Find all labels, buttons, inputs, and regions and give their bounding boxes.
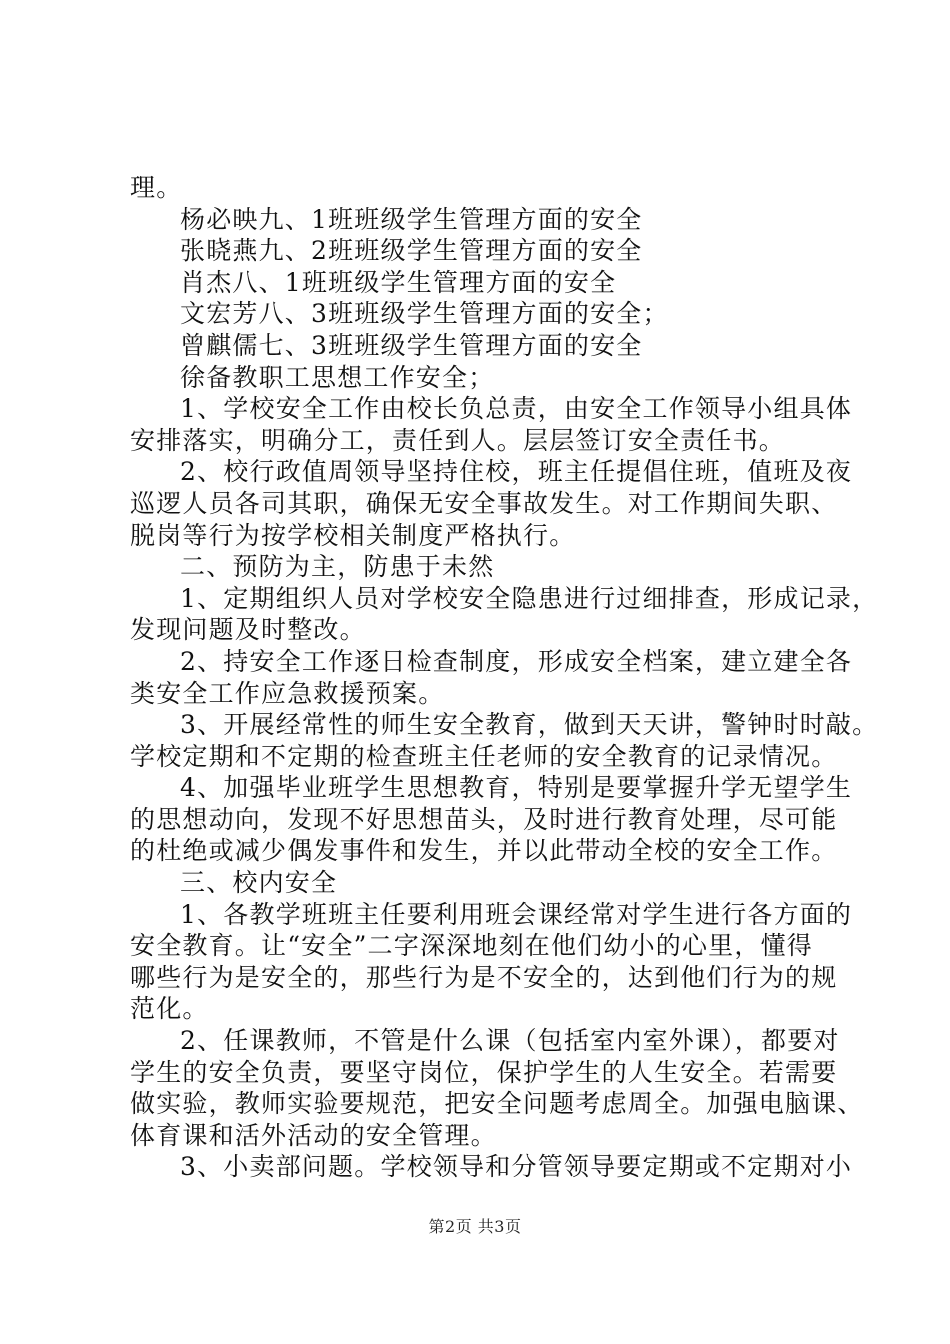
text-line: 范化。 xyxy=(130,994,209,1024)
text-line: 安排落实，明确分工，责任到人。层层签订安全责任书。 xyxy=(130,425,786,455)
text-line: 徐备教职工思想工作安全； xyxy=(180,362,495,392)
text-line: 3、开展经常性的师生安全教育，做到天天讲，警钟时时敲。 xyxy=(180,710,879,740)
text-line: 的杜绝或减少偶发事件和发生，并以此带动全校的安全工作。 xyxy=(130,836,838,866)
text-line: 1、定期组织人员对学校安全隐患进行过细排查，形成记录， xyxy=(180,583,879,613)
page-footer: 第2页 共3页 xyxy=(428,1217,522,1236)
text-line: 张晓燕九、2班班级学生管理方面的安全 xyxy=(180,236,643,266)
text-line: 安全教育。让“安全”二字深深地刻在他们幼小的心里，懂得 xyxy=(130,931,813,961)
text-line: 类安全工作应急救援预案。 xyxy=(130,678,445,708)
text-line: 的思想动向，发现不好思想苗头，及时进行教育处理，尽可能 xyxy=(130,804,838,834)
text-line: 学生的安全负责，要坚守岗位，保护学生的人生安全。若需要 xyxy=(130,1057,838,1087)
text-line: 1、各教学班班主任要利用班会课经常对学生进行各方面的 xyxy=(180,899,853,929)
text-line: 学校定期和不定期的检查班主任老师的安全教育的记录情况。 xyxy=(130,741,838,771)
text-line: 3、小卖部问题。学校领导和分管领导要定期或不定期对小 xyxy=(180,1152,853,1182)
text-line: 发现问题及时整改。 xyxy=(130,615,366,645)
text-line: 二、预防为主，防患于未然 xyxy=(180,552,495,582)
text-line: 体育课和活外活动的安全管理。 xyxy=(130,1120,497,1150)
text-line: 文宏芳八、3班班级学生管理方面的安全； xyxy=(180,299,669,329)
text-line: 理。 xyxy=(130,173,183,202)
text-line: 2、任课教师，不管是什么课（包括室内室外课），都要对 xyxy=(180,1026,840,1056)
text-line: 1、学校安全工作由校长负总责，由安全工作领导小组具体 xyxy=(180,394,853,424)
text-line: 巡逻人员各司其职，确保无安全事故发生。对工作期间失职、 xyxy=(130,488,838,518)
document-body xyxy=(130,172,879,1183)
text-line: 肖杰八、1班班级学生管理方面的安全 xyxy=(180,267,617,297)
text-line: 脱岗等行为按学校相关制度严格执行。 xyxy=(130,520,576,550)
text-line: 做实验，教师实验要规范，把安全问题考虑周全。加强电脑课、 xyxy=(130,1089,864,1119)
text-line: 4、加强毕业班学生思想教育，特别是要掌握升学无望学生 xyxy=(180,773,853,803)
text-line: 2、持安全工作逐日检查制度，形成安全档案，建立建全各 xyxy=(180,646,853,676)
text-line: 曾麒儒七、3班班级学生管理方面的安全 xyxy=(180,330,643,360)
text-line: 杨必映九、1班班级学生管理方面的安全 xyxy=(180,204,643,234)
text-line: 哪些行为是安全的，那些行为是不安全的，达到他们行为的规 xyxy=(130,962,838,992)
text-line: 2、校行政值周领导坚持住校，班主任提倡住班，值班及夜 xyxy=(180,457,853,487)
text-line: 三、校内安全 xyxy=(180,868,338,898)
